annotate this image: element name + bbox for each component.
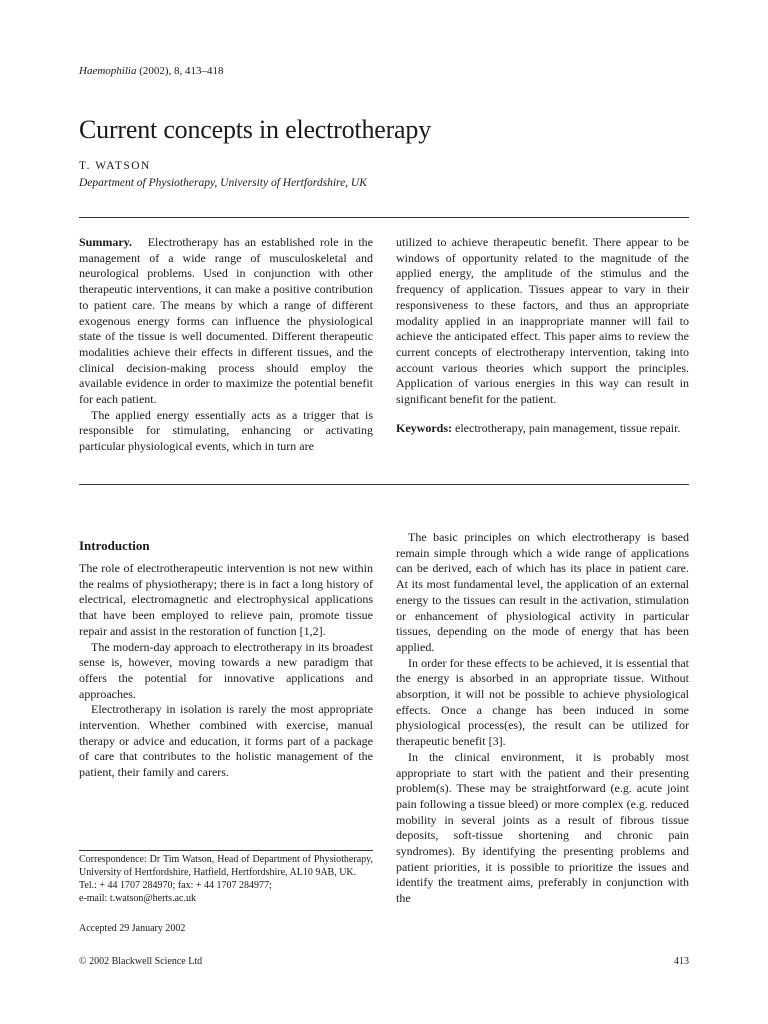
article-title: Current concepts in electrotherapy: [79, 115, 431, 144]
correspondence-phone-fax: Tel.: + 44 1707 284970; fax: + 44 1707 284977;: [79, 880, 272, 891]
correspondence-note: [79, 853, 373, 905]
journal-citation: [79, 65, 224, 77]
correspondence-email: e-mail: t.watson@herts.ac.uk: [79, 893, 196, 904]
abstract-top-rule: [79, 217, 689, 218]
body-paragraph-clinical: In the clinical environment, it is probably most appropriate to start with the patient and their presenting problem(s). These may be straightforward (e.g. acute joint pain following a tissue bleed) or more complex (e.g. reduced mobility in several joints as a result of fibrous tissue deposits, soft-tissue shortening and chronic pain syndromes). By identifying the presenting problems and patient priorities, it is possible to prioritize the issues and identify the treatment aims, preferably in conjunction with the: [396, 749, 689, 906]
correspondence-address: Correspondence: Dr Tim Watson, Head of Department of Physiotherapy, University of Hertfordshire, Hatfield, Hertfordshire, AL10 9AB, UK.: [79, 854, 373, 878]
section-heading-introduction: Introduction: [79, 538, 150, 553]
author-name: T. WATSON: [79, 160, 151, 172]
keywords-text: electrotherapy, pain management, tissue repair.: [455, 420, 681, 435]
abstract-paragraph-2: The applied energy essentially acts as a trigger that is responsible for stimulating, enhancing or activating particular physiological events, which in turn are: [79, 407, 373, 454]
abstract-summary: [79, 235, 373, 408]
page-number: 413: [674, 956, 689, 967]
body-paragraph-absorption: In order for these effects to be achieved, it is essential that the energy is absorbed in an appropriate tissue. Without absorption, it will not be possible to achieve physiological effects. Once a change has been induced in some physiological process(es), the result can be utilized for therapeutic benefit [3].: [396, 655, 689, 749]
body-left-column: [79, 561, 373, 781]
footnote-rule: [79, 850, 373, 851]
journal-name: Haemophilia: [79, 65, 137, 77]
body-paragraph-basic-principles: The basic principles on which electrotherapy is based remain simple through which a wide range of applications can be derived, each of which has its place in patient care. At its most fundamental level, the application of an external energy to the tissues can result in the activation, stimulation or enhancement of physiological activity in particular tissues, depending on the mode of energy that has been applied.: [396, 530, 689, 654]
summary-text: Electrotherapy has an established role in the management of a wide range of musculoskeletal and neurological problems. Used in conjunction with other therapeutic interventions, it can make a positive contribution to patient care. The means by which a range of different exogenous energy forms can influence the physiological state of the tissue is well documented. Different therapeutic modalities achieve their effects in different tissues, and the clinical decision-making process should employ the available evidence in order to maximize the potential benefit for each patient.: [79, 235, 374, 407]
abstract-left-column: [79, 235, 373, 455]
intro-paragraph-3: Electrotherapy in isolation is rarely the most appropriate intervention. Whether combined with exercise, manual therapy or advice and education, it forms part of a package of care that contributes to the holistic management of the patient, their family and carers.: [79, 702, 373, 780]
author-affiliation: Department of Physiotherapy, University of Hertfordshire, UK: [79, 177, 367, 189]
body-right-column: [396, 530, 689, 907]
summary-label: Summary.: [79, 235, 133, 249]
intro-paragraph-2: The modern-day approach to electrotherapy in its broadest sense is, however, moving towards a new paradigm that offers the potential for innovative applications and approaches.: [79, 639, 373, 701]
keywords-label: Keywords:: [396, 420, 452, 435]
abstract-bottom-rule: [79, 484, 689, 485]
intro-paragraph-1: The role of electrotherapeutic intervention is not new within the realms of physiotherapy; there is in fact a long history of electrical, electromagnetic and electrophysical applications that have been employed to relieve pain, promote tissue repair and assist in the restoration of function [1,2].: [79, 561, 373, 638]
abstract-right-column: [396, 235, 689, 436]
keywords: [396, 421, 689, 437]
abstract-continuation: utilized to achieve therapeutic benefit. There appear to be windows of opportunity related to the magnitude of the applied energy, the amplitude of the stimulus and the frequency of application. Tissues appear to vary in their responsiveness to these factors, and thus an appropriate modality applied in an inappropriate manner will fail to achieve the anticipated effect. This paper aims to review the current concepts of electrotherapy intervention, taking into account various theories which support the principles. Application of various energies in this way can result in significant benefit for the patient.: [396, 235, 689, 407]
journal-volume-pages: (2002), 8, 413–418: [136, 65, 224, 77]
copyright-notice: © 2002 Blackwell Science Ltd: [79, 956, 203, 967]
accepted-date: Accepted 29 January 2002: [79, 923, 186, 934]
